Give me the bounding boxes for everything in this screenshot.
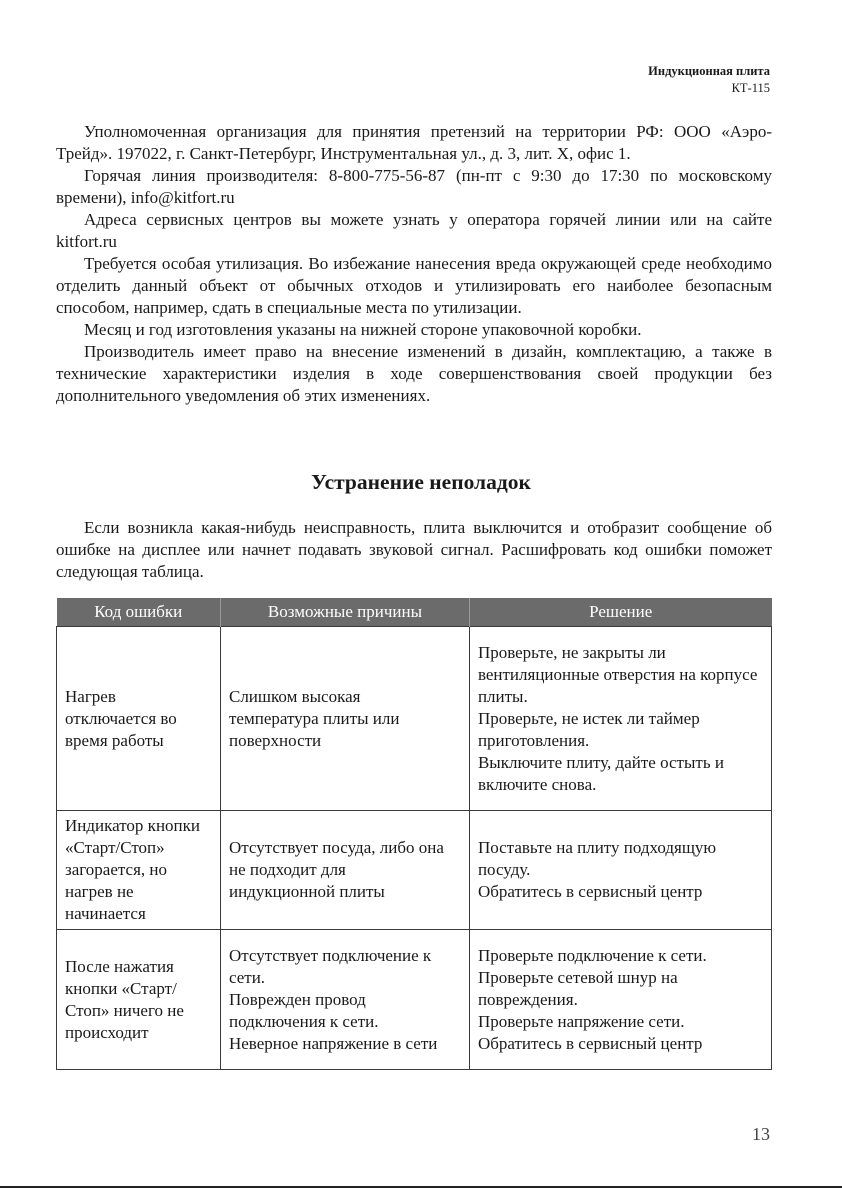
product-name: Индукционная плита	[648, 64, 770, 78]
cell-solution	[469, 930, 771, 1070]
bottom-divider	[0, 1186, 842, 1188]
cell-cause	[220, 930, 469, 1070]
troubleshooting-intro	[56, 517, 772, 583]
intro-paragraph: Если возникла какая-нибудь неисправность, плита выключится и отобразит сообщение об ошибке на дисплее или начнет подавать звуковой сигнал. Расшифровать код ошибки поможет следующая таблица.	[56, 518, 772, 581]
paragraph-changes-notice: Производитель имеет право на внесение изменений в дизайн, комплектацию, а также в технические характеристики изделия в ходе совершенствования своей продукции без дополнительного уведомления об этих изменениях.	[56, 342, 772, 405]
table-header-row	[57, 598, 772, 627]
paragraph-service-centers: Адреса сервисных центров вы можете узнать у оператора горячей линии или на сайте kitfort.ru	[56, 210, 772, 251]
cell-error-code	[57, 627, 221, 811]
cell-text: Поставьте на плиту подходящую посуду. Обратитесь в сервисный центр	[477, 838, 717, 901]
troubleshooting-table	[56, 598, 772, 1070]
cell-error-code	[57, 811, 221, 930]
cell-text: Отсутствует подключение к сети. Поврежден провод подключения к сети. Неверное напряжение в сети	[228, 945, 438, 1053]
paragraph-claims-org: Уполномоченная организация для принятия претензий на территории РФ: ООО «Аэро-Трейд». 197022, г. Санкт-Петербург, Инструментальная ул., д. 3, лит. Х, офис 1.	[56, 122, 772, 163]
page-number: 13	[752, 1124, 770, 1144]
header-error-code: Код ошибки	[57, 598, 221, 627]
cell-text: Слишком высокая температура плиты или поверхности	[228, 686, 400, 750]
cell-text: Индикатор кнопки «Старт/Стоп» загорается, но нагрев не начинается	[65, 816, 200, 923]
info-section	[56, 121, 772, 407]
cell-cause	[220, 811, 469, 930]
header-causes: Возможные причины	[220, 598, 469, 627]
paragraph-hotline: Горячая линия производителя: 8-800-775-56-87 (пн-пт с 9:30 до 17:30 по московскому времени), info@kitfort.ru	[56, 166, 772, 207]
cell-text: Нагрев отключается во время работы	[65, 686, 177, 750]
cell-cause	[220, 627, 469, 811]
table-row	[57, 930, 772, 1070]
page-header	[648, 63, 770, 97]
cell-solution	[469, 811, 771, 930]
paragraph-manufacture-date: Месяц и год изготовления указаны на нижней стороне упаковочной коробки.	[84, 320, 642, 339]
model-number: КТ-115	[731, 81, 770, 95]
header-solution: Решение	[469, 598, 771, 627]
cell-text: Отсутствует посуда, либо она не подходит для индукционной плиты	[228, 838, 444, 901]
cell-solution	[469, 627, 771, 811]
cell-error-code	[57, 930, 221, 1070]
cell-text: Проверьте подключение к сети. Проверьте сетевой шнур на повреждения. Проверьте напряжение сети. Обратитесь в сервисный центр	[477, 945, 707, 1053]
section-title: Устранение неполадок	[311, 470, 531, 494]
cell-text: После нажатия кнопки «Старт/Стоп» ничего не происходит	[65, 956, 184, 1042]
paragraph-disposal: Требуется особая утилизация. Во избежание нанесения вреда окружающей среде необходимо отделить данный объект от обычных отходов и утилизировать его наиболее безопасным способом, например, сдать в специальные места по утилизации.	[56, 254, 772, 317]
cell-text: Проверьте, не закрыты ли вентиляционные отверстия на корпусе плиты. Проверьте, не истек ли таймер приготовления. Выключите плиту, дайте остыть и включите снова.	[477, 642, 758, 794]
table-row	[57, 811, 772, 930]
table-row	[57, 627, 772, 811]
